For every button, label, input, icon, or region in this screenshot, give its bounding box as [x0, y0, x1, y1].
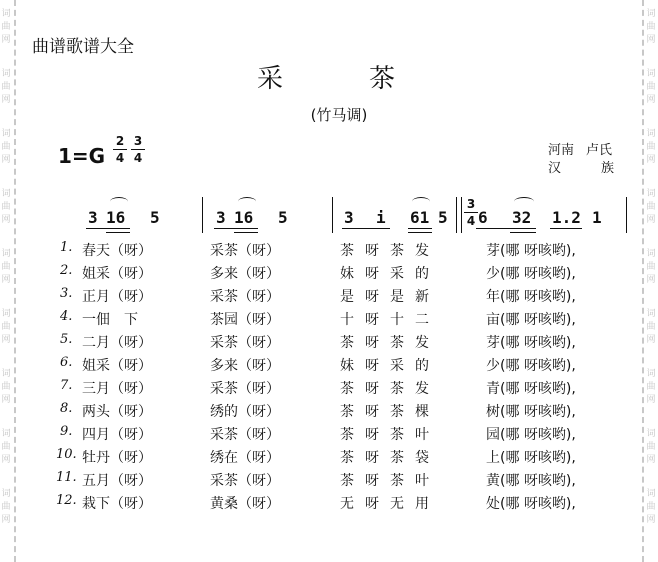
- beam: [86, 228, 130, 229]
- slur: [412, 197, 430, 206]
- lyric-col-4: 少(哪 呀咳哟),: [486, 266, 576, 282]
- lyric-col-4: 青(哪 呀咳哟),: [486, 381, 576, 397]
- verse-number: 10.: [56, 447, 77, 462]
- source-label: 曲谱歌谱大全: [32, 37, 134, 57]
- lyric-col-4: 上(哪 呀咳哟),: [486, 450, 576, 466]
- watermark: 词曲网: [646, 129, 656, 165]
- lyric-col-3: 是呀是新: [340, 289, 440, 305]
- slur: [110, 197, 128, 206]
- lyric-col-1: 五月（呀）: [82, 473, 152, 489]
- beam: [106, 232, 130, 233]
- verse-number: 5.: [60, 332, 73, 347]
- note: 16: [106, 208, 126, 227]
- lyric-col-2: 茶园（呀）: [210, 312, 280, 328]
- verse-number: 8.: [60, 401, 73, 416]
- lyric-col-3: 茶呀茶棵: [340, 404, 440, 420]
- lyric-col-3: 茶呀茶袋: [340, 450, 440, 466]
- lyric-col-3: 茶呀茶发: [340, 335, 440, 351]
- lyric-col-1: 姐采（呀）: [82, 266, 152, 282]
- lyric-col-3: 茶呀茶叶: [340, 427, 440, 443]
- lyric-col-4: 少(哪 呀咳哟),: [486, 358, 576, 374]
- lyric-col-2: 黄桑（呀）: [210, 496, 280, 512]
- note: 3: [216, 208, 226, 227]
- lyric-col-3: 无呀无用: [340, 496, 440, 512]
- watermark: 词曲网: [1, 249, 11, 285]
- beam: [510, 232, 536, 233]
- lyric-col-2: 绣在（呀）: [210, 450, 280, 466]
- note: i: [376, 208, 386, 227]
- watermark: 词曲网: [1, 189, 11, 225]
- meter-3-4: [464, 197, 478, 228]
- beam: [550, 228, 582, 229]
- verse-number: 2.: [60, 263, 73, 278]
- slur: [238, 197, 256, 206]
- lyric-col-3: 茶呀茶发: [340, 381, 440, 397]
- lyric-col-2: 采茶（呀）: [210, 335, 280, 351]
- meter-numerator: 3: [133, 134, 143, 148]
- lyric-col-1: 两头（呀）: [82, 404, 152, 420]
- lyric-col-1: 牡丹（呀）: [82, 450, 152, 466]
- lyric-col-1: 栽下（呀）: [82, 496, 152, 512]
- watermark: 词曲网: [646, 9, 656, 45]
- beam: [476, 228, 536, 229]
- note: 3: [88, 208, 98, 227]
- lyric-col-4: 园(哪 呀咳哟),: [486, 427, 576, 443]
- verse-number: 9.: [60, 424, 73, 439]
- verse-number: 6.: [60, 355, 73, 370]
- watermark: 词曲网: [646, 369, 656, 405]
- meter-numerator: 2: [115, 134, 125, 148]
- watermark: 词曲网: [646, 309, 656, 345]
- origin-ethnic-suffix: 族: [601, 161, 615, 176]
- lyric-col-2: 采茶（呀）: [210, 427, 280, 443]
- lyric-col-1: 一佃 下: [82, 312, 138, 328]
- verse-number: 3.: [60, 286, 73, 301]
- watermark: 词曲网: [646, 429, 656, 465]
- beam: [214, 228, 258, 229]
- verse-number: 7.: [60, 378, 73, 393]
- verse-number: 11.: [56, 470, 77, 485]
- meter-2-4: [113, 134, 127, 165]
- key-signature: 1=G: [58, 144, 106, 168]
- lyric-col-3: 妹呀采的: [340, 358, 440, 374]
- verse-number: 4.: [60, 309, 73, 324]
- barline: [456, 197, 457, 233]
- meter-denominator: 4: [133, 151, 143, 165]
- meter-3-4: [131, 134, 145, 165]
- song-title: 采 茶: [256, 64, 425, 94]
- lyric-col-1: 二月（呀）: [82, 335, 152, 351]
- meter-numerator: 3: [466, 197, 476, 211]
- origin-person: 卢氏: [586, 143, 613, 158]
- lyric-col-3: 妹呀采的: [340, 266, 440, 282]
- lyric-col-1: 春天（呀）: [82, 243, 152, 259]
- note: 3: [344, 208, 354, 227]
- verse-number: 12.: [56, 493, 77, 508]
- lyric-col-3: 茶呀茶发: [340, 243, 440, 259]
- verse-number: 1.: [60, 240, 73, 255]
- watermark: 词曲网: [646, 249, 656, 285]
- origin-place: 河南: [548, 143, 575, 158]
- note: 32: [512, 208, 532, 227]
- lyric-col-2: 绣的（呀）: [210, 404, 280, 420]
- lyric-col-4: 年(哪 呀咳哟),: [486, 289, 576, 305]
- watermark: 词曲网: [1, 429, 11, 465]
- lyric-col-4: 处(哪 呀咳哟),: [486, 496, 576, 512]
- barline: [202, 197, 203, 233]
- origin-ethnic: 汉: [548, 161, 562, 176]
- lyric-col-4: 黄(哪 呀咳哟),: [486, 473, 576, 489]
- watermark: 词曲网: [1, 129, 11, 165]
- lyric-col-4: 亩(哪 呀咳哟),: [486, 312, 576, 328]
- lyric-col-2: 采茶（呀）: [210, 381, 280, 397]
- watermark: 词曲网: [1, 9, 11, 45]
- watermark: 词曲网: [1, 309, 11, 345]
- note: 61: [410, 208, 430, 227]
- song-subtitle: (竹马调): [310, 106, 368, 124]
- lyric-col-3: 十呀十二: [340, 312, 440, 328]
- lyric-col-1: 四月（呀）: [82, 427, 152, 443]
- beam: [234, 232, 258, 233]
- watermark: 词曲网: [646, 189, 656, 225]
- lyric-col-2: 采茶（呀）: [210, 243, 280, 259]
- slur: [514, 197, 534, 206]
- lyric-col-2: 多来（呀）: [210, 358, 280, 374]
- lyric-col-2: 多来（呀）: [210, 266, 280, 282]
- barline: [461, 197, 462, 233]
- watermark: 词曲网: [646, 69, 656, 105]
- beam: [408, 232, 432, 233]
- jianpu-notation: [80, 193, 640, 237]
- note: 6: [478, 208, 488, 227]
- note: 16: [234, 208, 254, 227]
- note: 5: [278, 208, 288, 227]
- lyric-col-1: 三月（呀）: [82, 381, 152, 397]
- beam: [342, 228, 390, 229]
- meter-denominator: 4: [115, 151, 125, 165]
- note: 5: [438, 208, 448, 227]
- song-origin: [548, 142, 614, 178]
- lyric-col-3: 茶呀茶叶: [340, 473, 440, 489]
- note: 1: [592, 208, 602, 227]
- lyric-col-1: 正月（呀）: [82, 289, 152, 305]
- lyric-col-2: 采茶（呀）: [210, 289, 280, 305]
- barline: [332, 197, 333, 233]
- lyric-col-4: 树(哪 呀咳哟),: [486, 404, 576, 420]
- note: 1.2: [552, 208, 581, 227]
- lyric-col-1: 姐采（呀）: [82, 358, 152, 374]
- note: 5: [150, 208, 160, 227]
- watermark: 词曲网: [646, 489, 656, 525]
- barline: [626, 197, 627, 233]
- beam: [408, 228, 432, 229]
- lyric-col-2: 采茶（呀）: [210, 473, 280, 489]
- meter-denominator: 4: [466, 214, 476, 228]
- lyric-col-4: 芽(哪 呀咳哟),: [486, 243, 576, 259]
- watermark: 词曲网: [1, 69, 11, 105]
- watermark: 词曲网: [1, 489, 11, 525]
- lyric-col-4: 芽(哪 呀咳哟),: [486, 335, 576, 351]
- watermark: 词曲网: [1, 369, 11, 405]
